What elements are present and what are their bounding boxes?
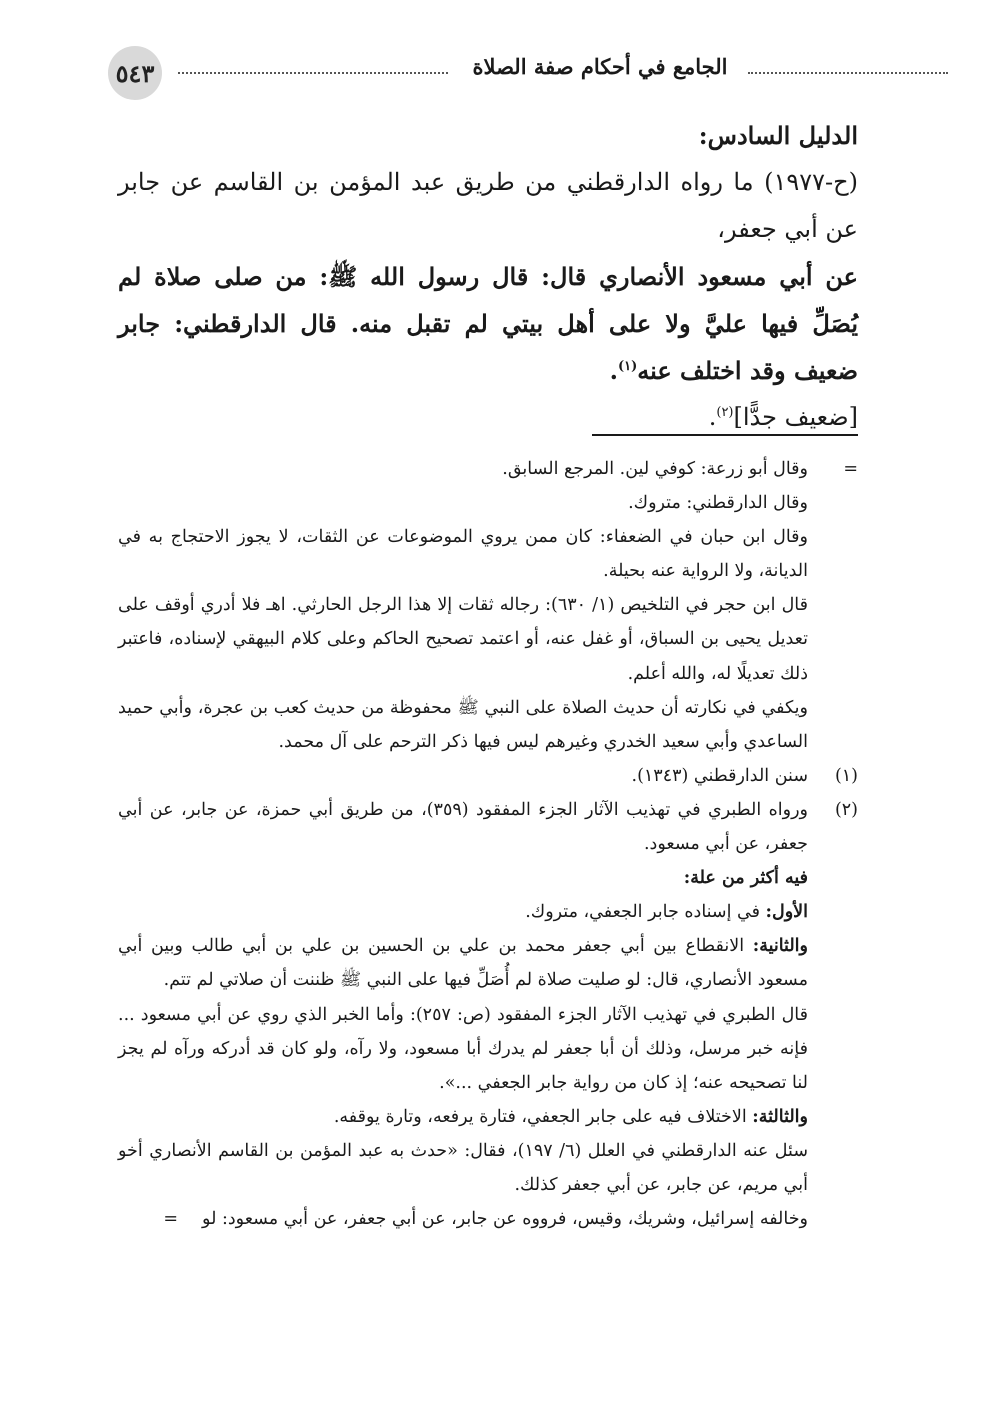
footnote-paragraph [118, 1134, 808, 1202]
footnote-ref-2[interactable]: (٢) [716, 405, 734, 420]
footnote-label: والثالثة: [752, 1106, 808, 1127]
hadith-grading: [ضعيف جدًّا] [733, 403, 858, 431]
footnote-paragraph [118, 452, 808, 486]
hadith-end-punct: . [609, 356, 618, 385]
footnote-paragraph [118, 1100, 808, 1134]
footnote [118, 793, 858, 1236]
footnote-paragraph [118, 486, 808, 520]
page-number: ٥٤٣ [115, 58, 155, 88]
footnote-text: ويكفي في نكارته أن حديث الصلاة على النبي ﷺ محفوظة من حديث كعب بن عجرة، وأبي حميد الساعدي وأبي سعيد الخدري وغيرهم ليس فيها ذكر الترحم على آل محمد. [118, 697, 808, 752]
footnote-text: الانقطاع بين أبي جعفر محمد بن علي بن الحسين بن علي بن أبي طالب وبين أبي مسعود الأنصاري، قال: لو صليت صلاة لم أُصَلِّ فيها على النبي ﷺ ظننت أن صلاتي لم تتم. [118, 936, 808, 991]
footnote-text: قال الطبري في تهذيب الآثار الجزء المفقود (ص: ٢٥٧): وأما الخبر الذي روي عن أبي مسعود ... فإنه خبر مرسل، وذلك أن أبا جعفر لم يدرك أبا مسعود، ولا رآه، ولو كان قد أدركه ورآه لم يجز لنا تصحيحه عنه؛ إذ كان من رواية جابر الجعفي ...». [118, 1004, 808, 1093]
footnote-paragraph [118, 793, 808, 861]
header-dotted-leader-left [178, 72, 448, 74]
footnote-separator [592, 434, 858, 436]
footnote-body [118, 452, 808, 759]
book-title: الجامع في أحكام صفة الصلاة [472, 54, 728, 79]
footnote-label: فيه أكثر من علة: [683, 868, 808, 889]
hadith-text-paragraph [118, 253, 858, 394]
footnote-text: وقال الدارقطني: متروك. [628, 493, 808, 514]
footnotes [118, 452, 858, 1236]
footnote-label: والثانية: [752, 936, 808, 957]
footnote-text: وقال ابن حبان في الضعفاء: كان ممن يروي الموضوعات عن الثقات، لا يجوز الاحتجاج به في الديانة، ولا الرواية عنه بحيلة. [118, 527, 808, 582]
footnote-marker: (١) [834, 765, 858, 786]
footnote-paragraph [118, 520, 808, 588]
footnote-text: في إسناده جابر الجعفي، متروك. [525, 902, 766, 923]
footnote-marker: (٢) [834, 799, 858, 820]
continuation-marker: = [163, 1209, 179, 1230]
footnote-paragraph [118, 861, 808, 895]
hadith-text: عن أبي مسعود الأنصاري قال: قال رسول الله ﷺ: من صلى صلاة لم يُصَلِّ فيها عليَّ ولا على أهل بيتي لم تقبل منه. قال الدارقطني: جابر ضعيف وقد اختلف عنه [118, 262, 858, 385]
footnote-label: الأول: [765, 902, 808, 923]
main-text [118, 112, 858, 441]
grading-end-punct: . [708, 403, 717, 431]
running-header [108, 46, 848, 98]
footnote-paragraph [118, 1202, 808, 1236]
footnote-paragraph [118, 895, 808, 929]
section-heading: الدليل السادس: [698, 121, 858, 150]
footnote-text: ورواه الطبري في تهذيب الآثار الجزء المفقود (٣٥٩)، من طريق أبي حمزة، عن جابر، عن أبي جعفر، عن أبي مسعود. [118, 799, 808, 855]
hadith-intro: (ح-١٩٧٧) ما رواه الدارقطني من طريق عبد المؤمن بن القاسم عن جابر عن أبي جعفر، [118, 168, 858, 243]
page-number-badge [108, 46, 162, 100]
footnote-text: وخالفه إسرائيل، وشريك، وقيس، فرووه عن جابر، عن أبي جعفر، عن أبي مسعود: لو [202, 1209, 808, 1230]
footnote-ref-1[interactable]: (١) [617, 359, 638, 374]
footnote-body [118, 759, 808, 793]
footnote-paragraph [118, 759, 808, 793]
footnote [118, 452, 858, 759]
header-dotted-leader-right [748, 72, 948, 74]
footnote-text: الاختلاف فيه على جابر الجعفي، فتارة يرفعه، وتارة يوقفه. [333, 1106, 753, 1127]
footnote-paragraph [118, 691, 808, 759]
footnote-body [118, 793, 808, 1236]
footnote-text: سنن الدارقطني (١٣٤٣). [631, 765, 808, 786]
footnote-text: سئل عنه الدارقطني في العلل (٦/ ١٩٧)، فقال: «حدث به عبد المؤمن بن القاسم الأنصاري أخو أبي مريم، عن جابر، عن أبي جعفر كذلك. [118, 1140, 809, 1195]
footnote-text: وقال أبو زرعة: كوفي لين. المرجع السابق. [502, 459, 808, 479]
footnote-paragraph [118, 588, 808, 690]
footnote [118, 759, 858, 793]
footnote-marker: = [843, 459, 858, 479]
footnote-paragraph [118, 998, 808, 1100]
footnote-text: قال ابن حجر في التلخيص (١/ ٦٣٠): رجاله ثقات إلا هذا الرجل الحارثي. اهـ فلا أدري أوقف على تعديل يحيى بن السباق، أو غفل عنه، أو اعتمد تصحيح الحاكم وعلى كلام البيهقي لإسناده، فاعتبر ذلك تعديلًا له، والله أعلم. [118, 595, 808, 684]
footnote-paragraph [118, 929, 808, 997]
